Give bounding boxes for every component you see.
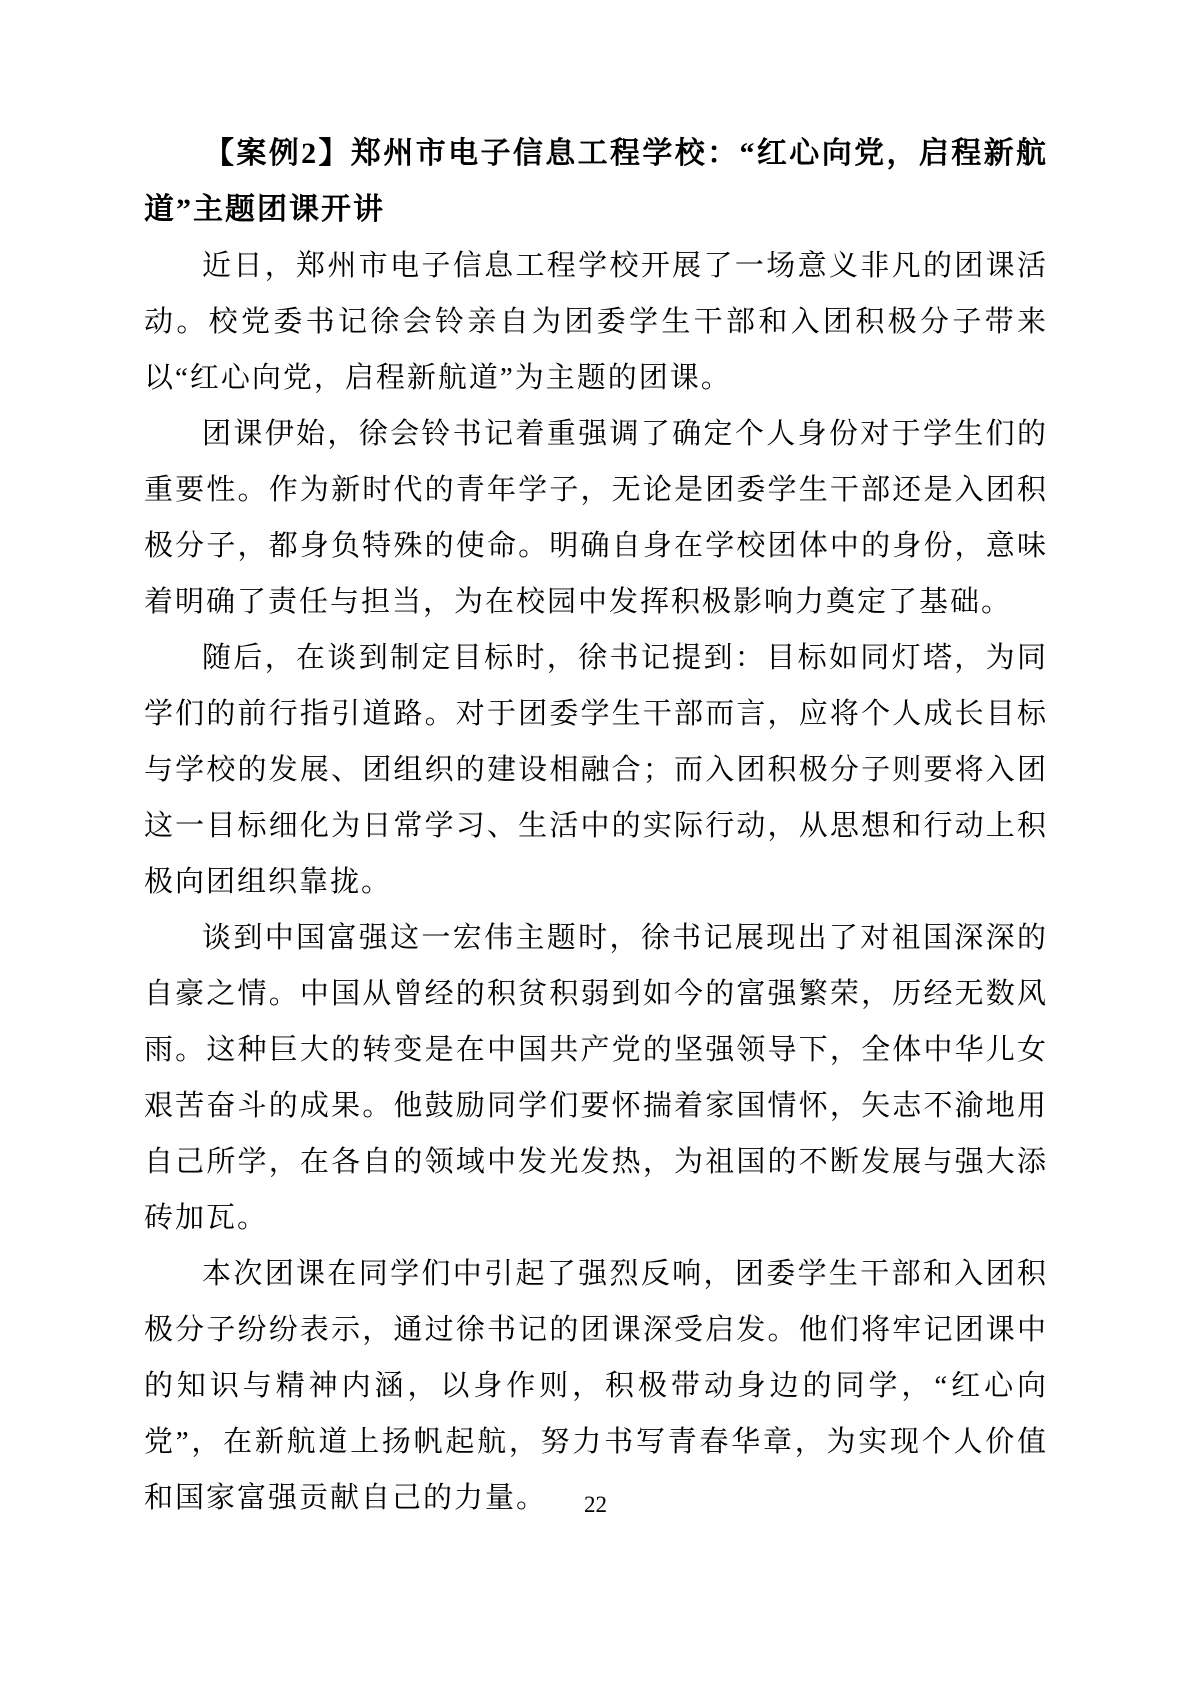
case-title: 【案例2】郑州市电子信息工程学校：“红心向党，启程新航道”主题团课开讲 (144, 137, 1048, 226)
paragraph-intro: 近日，郑州市电子信息工程学校开展了一场意义非凡的团课活动。校党委书记徐会铃亲自为团委学生干部和入团积极分子带来以“红心向党，启程新航道”为主题的团课。 (144, 250, 1048, 394)
paragraph-goals: 随后，在谈到制定目标时，徐书记提到：目标如同灯塔，为同学们的前行指引道路。对于团委学生干部而言，应将个人成长目标与学校的发展、团组织的建设相融合；而入团积极分子则要将入团这一目标细化为日常学习、生活中的实际行动，从思想和行动上积极向团组织靠拢。 (144, 642, 1048, 898)
page-number: 22 (584, 1492, 607, 1517)
paragraph-identity: 团课伊始，徐会铃书记着重强调了确定个人身份对于学生们的重要性。作为新时代的青年学子，无论是团委学生干部还是入团积极分子，都身负特殊的使命。明确自身在学校团体中的身份，意味着明确了责任与担当，为在校园中发挥积极影响力奠定了基础。 (144, 418, 1048, 618)
paragraph-reaction: 本次团课在同学们中引起了强烈反响，团委学生干部和入团积极分子纷纷表示，通过徐书记的团课深受启发。他们将牢记团课中的知识与精神内涵，以身作则，积极带动身边的同学，“红心向党”，在新航道上扬帆起航，努力书写青春华章，为实现个人价值和国家富强贡献自己的力量。 (144, 1258, 1048, 1514)
paragraph-prosperity: 谈到中国富强这一宏伟主题时，徐书记展现出了对祖国深深的自豪之情。中国从曾经的积贫积弱到如今的富强繁荣，历经无数风雨。这种巨大的转变是在中国共产党的坚强领导下，全体中华儿女艰苦奋斗的成果。他鼓励同学们要怀揣着家国情怀，矢志不渝地用自己所学，在各自的领域中发光发热，为祖国的不断发展与强大添砖加瓦。 (144, 922, 1048, 1234)
